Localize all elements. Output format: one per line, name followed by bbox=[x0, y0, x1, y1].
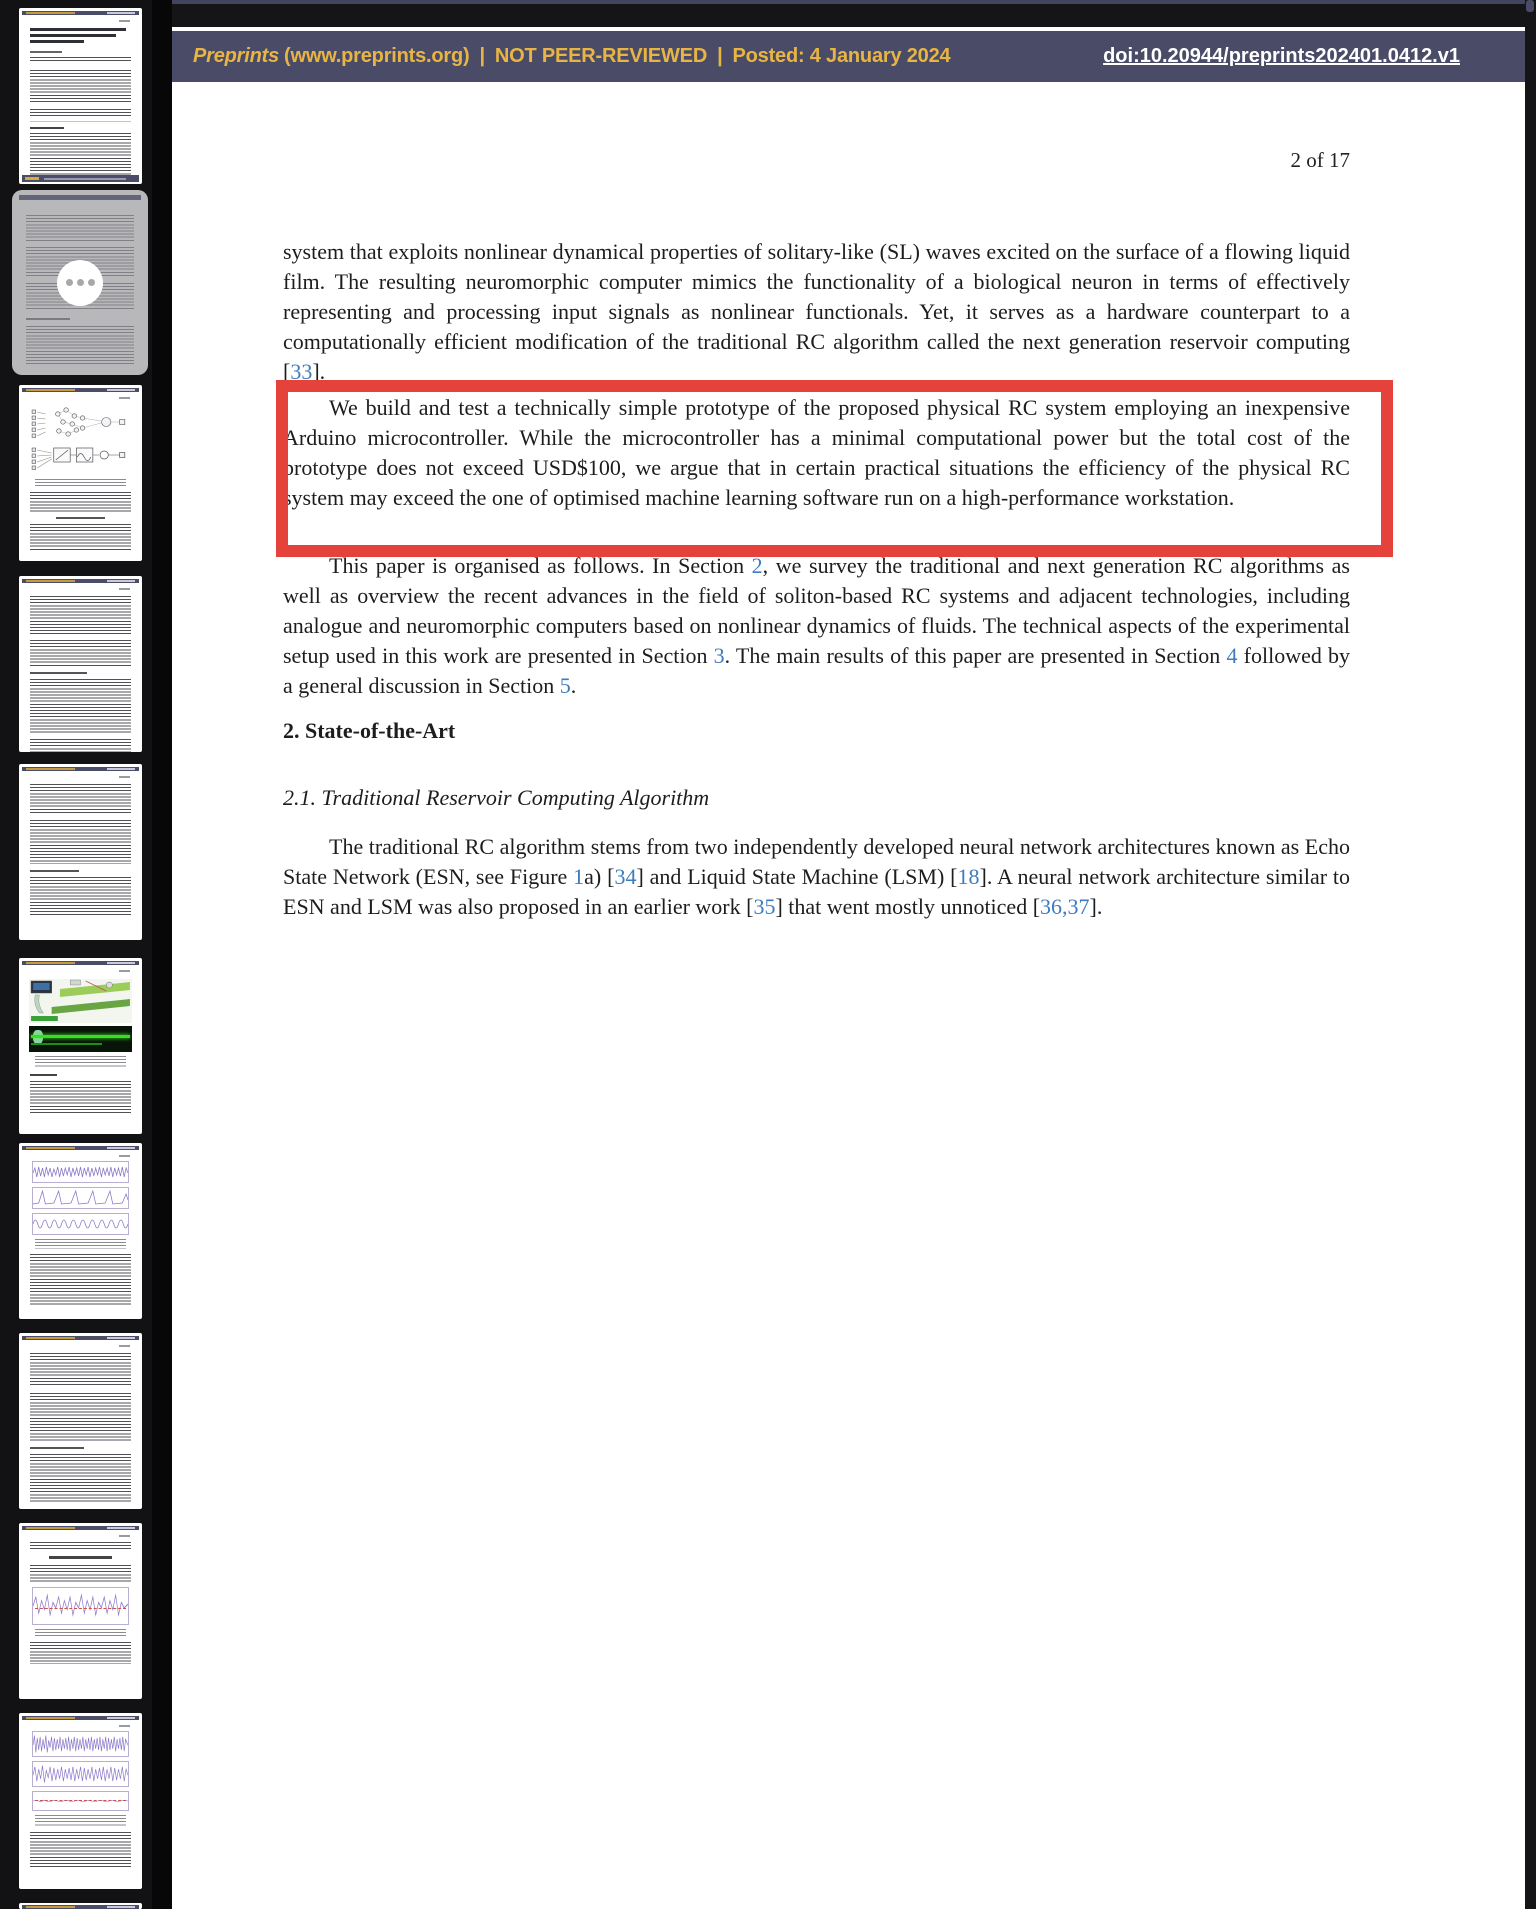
text-segment: The traditional RC algorithm stems from two independently developed neural network architectures known as Echo State Network (ESN, see Figure bbox=[283, 834, 1350, 889]
text-segment: ] that went mostly unnoticed [ bbox=[775, 894, 1041, 919]
reference-link[interactable]: 1 bbox=[573, 864, 585, 889]
thumb-figure-waveform-plot bbox=[32, 1213, 129, 1235]
text-segment: ]. bbox=[1089, 894, 1103, 919]
preprints-url: (www.preprints.org) bbox=[284, 45, 470, 67]
doi-link[interactable]: doi:10.20944/preprints202401.0412.v1 bbox=[1103, 45, 1460, 67]
not-peer-reviewed-label: NOT PEER-REVIEWED bbox=[494, 45, 708, 67]
reference-link[interactable]: 18 bbox=[957, 864, 980, 889]
spinner-dot bbox=[77, 279, 84, 286]
paragraph-1 bbox=[283, 237, 1350, 387]
text-segment: , we survey the traditional and next generation RC algorithms as well as overview the recent advances in the field of soliton-based RC systems and adjacent technologies, including analogue and neuromorphic computers based on nonlinear dynamics of fluids. The technical aspects of the experimental setup used in this work are presented in Section bbox=[283, 553, 1350, 668]
text-segment: a) [ bbox=[584, 864, 615, 889]
page-thumbnail-7[interactable] bbox=[19, 1143, 142, 1319]
text-segment: ] and Liquid State Machine (LSM) [ bbox=[636, 864, 958, 889]
loading-spinner bbox=[57, 260, 103, 306]
thumb-banner-strip bbox=[19, 195, 141, 200]
posted-date-label: Posted: 4 January 2024 bbox=[732, 45, 951, 67]
thumb-banner-strip bbox=[22, 1526, 139, 1530]
subsection-heading: 2.1. Traditional Reservoir Computing Algorithm bbox=[283, 785, 710, 810]
paragraph-3 bbox=[283, 551, 1350, 701]
thumb-figure-waveform-plot bbox=[32, 1187, 129, 1209]
text-segment: ]. bbox=[312, 359, 326, 384]
text-segment: followed by a general discussion in Section bbox=[283, 643, 1351, 698]
thumb-figure-network-diagram bbox=[29, 404, 132, 476]
thumb-banner-strip bbox=[22, 767, 139, 771]
text-segment: . bbox=[570, 673, 577, 698]
thumb-figure-waveform-plot bbox=[32, 1731, 129, 1757]
page-thumbnail-1[interactable] bbox=[19, 8, 142, 184]
page-number-indicator: 2 of 17 bbox=[1290, 148, 1350, 172]
page-thumbnail-4[interactable] bbox=[19, 576, 142, 752]
thumb-banner-strip bbox=[22, 11, 139, 15]
thumb-figure-waveform-plot bbox=[32, 1761, 129, 1787]
text-segment: . The main results of this paper are presented in Section bbox=[724, 643, 1227, 668]
text-segment: ]. A neural network architecture similar to ESN and LSM was also proposed in an earlier work [ bbox=[283, 864, 1350, 919]
page-thumbnail-11[interactable] bbox=[19, 1903, 142, 1909]
reference-link[interactable]: 2 bbox=[751, 553, 763, 578]
text-segment: This paper is organised as follows. In Section bbox=[329, 553, 752, 578]
preprints-brand: Preprints bbox=[193, 45, 280, 67]
thumb-figure-waveform-plot bbox=[32, 1791, 129, 1811]
thumb-banner-strip bbox=[22, 1336, 139, 1340]
thumb-figure-laser-photo bbox=[29, 1026, 132, 1052]
thumb-banner-strip bbox=[22, 1716, 139, 1720]
page-thumbnail-3[interactable] bbox=[19, 385, 142, 561]
page-thumbnail-9[interactable] bbox=[19, 1523, 142, 1699]
page-thumbnail-6[interactable] bbox=[19, 958, 142, 1134]
reference-link[interactable]: 33 bbox=[290, 359, 313, 384]
paragraph-4 bbox=[283, 832, 1350, 922]
scrollbar-thumb[interactable] bbox=[1526, 0, 1534, 12]
thumb-banner-strip bbox=[22, 1905, 139, 1909]
reference-link[interactable]: 3 bbox=[713, 643, 725, 668]
thumb-footer-strip bbox=[22, 175, 139, 182]
pdf-viewer-main bbox=[172, 0, 1536, 1909]
thumb-equation bbox=[49, 1556, 113, 1559]
previous-page-bottom-sliver bbox=[172, 0, 1525, 4]
thumb-banner-strip bbox=[22, 579, 139, 583]
pdf-page bbox=[172, 27, 1525, 1909]
spinner-dot bbox=[66, 279, 73, 286]
text-segment: We build and test a technically simple prototype of the proposed physical RC system employing an inexpensive Arduino microcontroller. While the microcontroller has a minimal computational power but the total cost of the prototype does not exceed USD$100, we argue that in certain practical situations the efficiency of the physical RC system may exceed the one of optimised machine learning software run on a high-performance workstation. bbox=[283, 395, 1350, 510]
thumb-figure-waveform-plot bbox=[32, 1161, 129, 1183]
thumb-banner-strip bbox=[22, 388, 139, 392]
reference-link[interactable]: 36,37 bbox=[1040, 894, 1090, 919]
thumbnail-sidebar bbox=[0, 0, 152, 1909]
banner-separator: | bbox=[717, 45, 723, 67]
section-heading: 2. State-of-the-Art bbox=[283, 718, 456, 743]
thumb-banner-strip bbox=[22, 1146, 139, 1150]
reference-link[interactable]: 5 bbox=[559, 673, 571, 698]
thumb-figure-experimental-setup bbox=[29, 979, 132, 1023]
sidebar-divider bbox=[152, 0, 172, 1909]
banner-separator: | bbox=[479, 45, 485, 67]
page-thumbnail-8[interactable] bbox=[19, 1333, 142, 1509]
reference-link[interactable]: 34 bbox=[614, 864, 637, 889]
page-thumbnail-2-selected[interactable] bbox=[12, 190, 148, 375]
preprints-banner bbox=[172, 31, 1525, 82]
page-thumbnail-5[interactable] bbox=[19, 764, 142, 940]
banner-text bbox=[193, 45, 950, 68]
reference-link[interactable]: 4 bbox=[1226, 643, 1238, 668]
text-segment: system that exploits nonlinear dynamical properties of solitary-like (SL) waves excited on the surface of a flowing liquid film. The resulting neuromorphic computer mimics the functionality of a biological neuron in terms of effectively representing and processing input signals as nonlinear functionals. Yet, it serves as a hardware counterpart to a computationally efficient modification of the traditional RC algorithm called the next generation reservoir computing [ bbox=[283, 239, 1350, 384]
spinner-dot bbox=[88, 279, 95, 286]
thumb-figure-waveform-plot bbox=[32, 1587, 129, 1625]
paragraph-2-highlighted bbox=[283, 393, 1350, 513]
page-thumbnail-10[interactable] bbox=[19, 1713, 142, 1889]
reference-link[interactable]: 35 bbox=[753, 894, 776, 919]
thumb-banner-strip bbox=[22, 961, 139, 965]
